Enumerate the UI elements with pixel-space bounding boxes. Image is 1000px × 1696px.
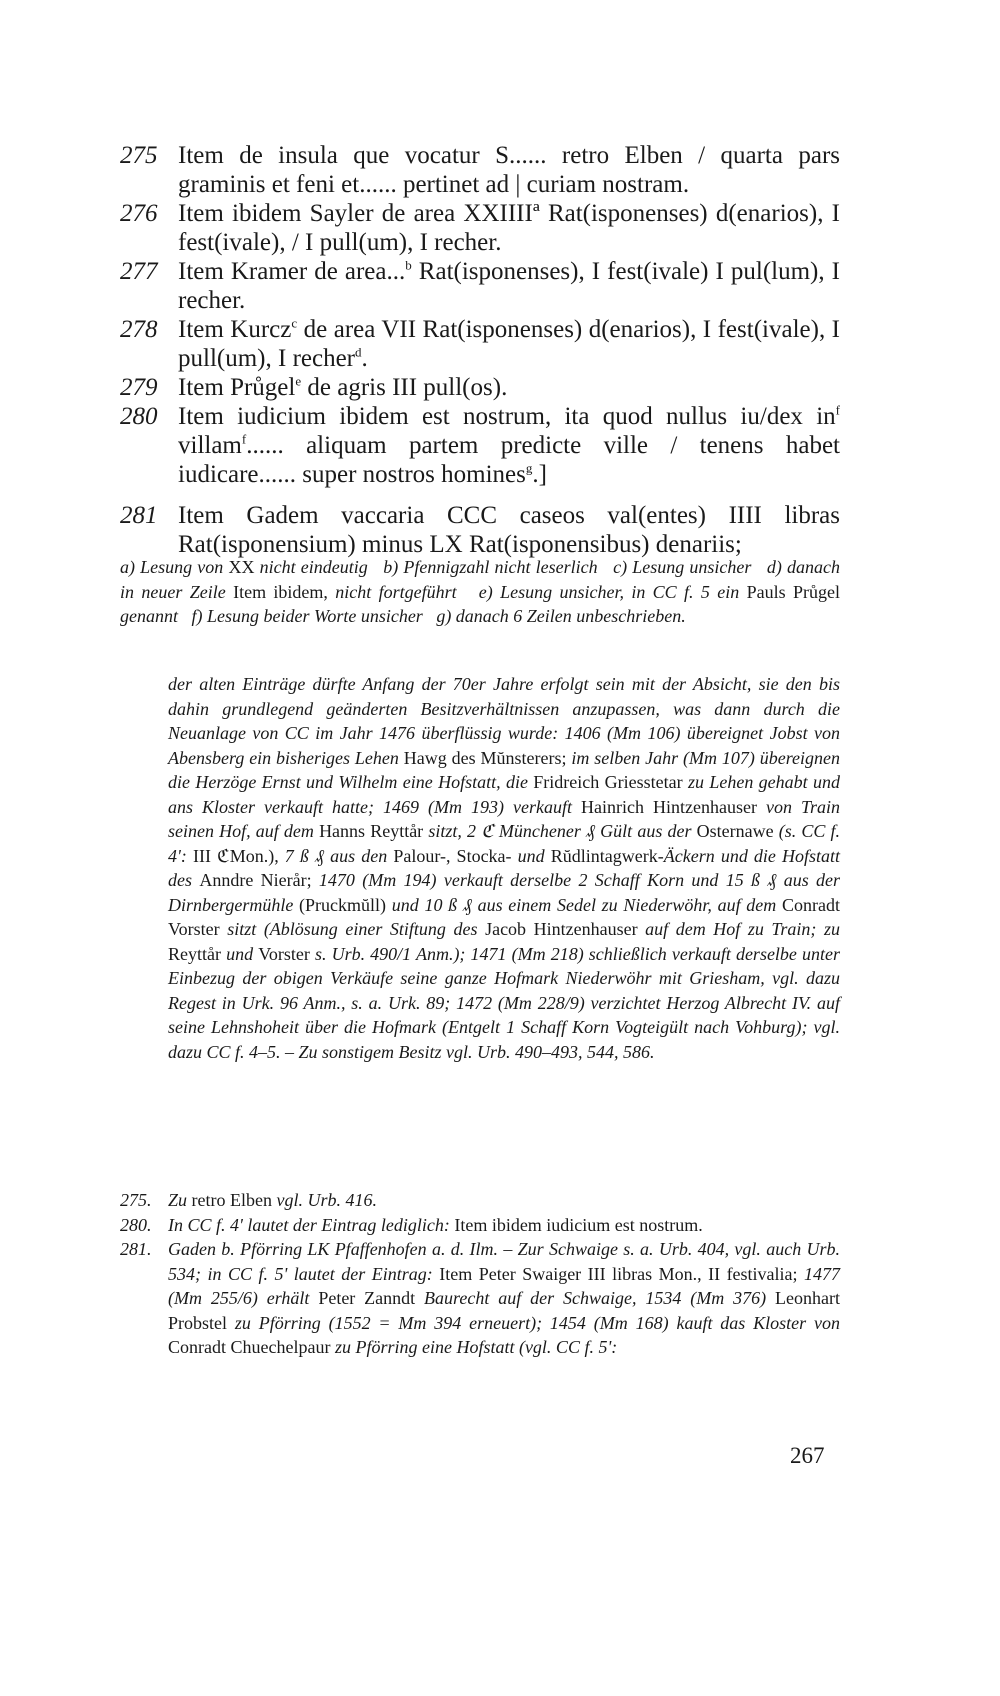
note-280	[120, 1213, 840, 1238]
entry-text: Item ibidem Sayler de area XXIIIIª Rat(isponenses) d(enarios), I fest(ivale), / I pull(um), I recher.	[178, 200, 840, 256]
entry-text: de agris III pull(os).	[301, 374, 508, 401]
apparatus-f: f) Lesung beider Worte unsicher	[191, 606, 423, 626]
entry-number: 277	[120, 258, 158, 285]
note-text: Gaden b. Pförring LK Pfaffenhofen a. d. Ilm. – Zur Schwaige s. a. Urb. 404, vgl. auch Urb. 534; in CC f. 5' lautet der Eintrag:	[168, 1239, 840, 1284]
commentary-text: 1470 (Mm 194) verkauft derselbe 2 Schaff Korn und 15 ß ₰ aus der Dirnbergermühle	[168, 870, 841, 915]
footnote-mark: g	[525, 460, 533, 476]
commentary-text: sitzt (Ablösung einer Stiftung des	[219, 919, 478, 939]
entry-text: Item Kurcz	[178, 316, 292, 343]
commentary-text: der alten Einträge dürfte Anfang der 70er Jahre erfolgt sein mit der Absicht, sie den bis dahin grundlegend geänderten Besitzverhältnissen anzupassen, was dann durch die Neuanlage von CC im Jahr 1476 überflüssig wurde: 1406 (Mm 106) übereignet Jobst von Abensberg ein bisheriges Lehen	[168, 674, 840, 768]
commentary-paragraph	[168, 672, 840, 1064]
entry-275	[120, 141, 840, 199]
entry-text: Item Průgel	[178, 374, 296, 401]
source-name: Conradt Chuechelpaur	[168, 1337, 331, 1357]
source-name: Hanns Reyttår	[319, 821, 424, 841]
source-name: Peter Zanndt	[318, 1288, 416, 1308]
source-name: Conradt Vorster	[168, 894, 841, 939]
footnote-mark: e	[295, 373, 302, 389]
source-name: III ℭMon.),	[192, 845, 279, 866]
footnote-mark: b	[405, 257, 412, 273]
critical-apparatus	[120, 555, 840, 629]
page-number: 267	[790, 1443, 825, 1468]
entry-number: 281	[120, 502, 158, 529]
note-281	[120, 1237, 840, 1360]
apparatus-e: e) Lesung unsicher, in CC f. 5 ein	[478, 581, 740, 602]
note-number: 280.	[120, 1214, 152, 1235]
commentary-text: Äckern und die Hofstatt des	[168, 845, 841, 890]
entry-text: ...... aliquam partem predicte ville / tenens habet iudicare...... super nostros homines	[178, 432, 840, 488]
commentary-text: s. Urb. 490/1 Anm.); 1471 (Mm 218) schließlich verkauft derselbe unter Einbezug der obigen Verkäufe seine ganze Hofmark Niederwöhr mit Griesham, vgl. dazu Regest in Urk. 96 Anm., s. a. Urk. 89; 1472 (Mm 228/9) verzichtet Herzog Albrecht IV. auf seine Lehnshoheit über die Hofmark (Entgelt 1 Schaff Korn Vogteigült nach Vohburg); vgl. dazu CC f. 4–5. – Zu sonstigem Besitz vgl. Urb. 490–493, 544, 586.	[168, 943, 841, 1062]
entry-281	[120, 501, 840, 559]
apparatus-a: a) Lesung von	[120, 557, 224, 577]
note-number: 275.	[120, 1190, 152, 1210]
source-name: Hawg des Mŭnsterers;	[403, 747, 567, 768]
entry-text: Item Kramer de area...	[178, 258, 406, 285]
entry-278	[120, 315, 840, 373]
commentary-text: und	[511, 845, 545, 866]
source-name: Fridreich Griesstetar	[533, 772, 683, 792]
entry-number: 275	[120, 142, 158, 169]
source-name: Rŭdlintagwerk-	[550, 845, 664, 866]
source-name: retro Elben	[191, 1190, 272, 1210]
source-name: Reyttår	[168, 943, 221, 964]
commentary-text: sitzt, 2 ℭ Münchener ₰ Gült aus der	[423, 821, 692, 841]
commentary-text: zu Lehen gehabt und ans Kloster verkauft hatte; 1469 (Mm 193) verkauft	[168, 772, 841, 817]
note-text: In CC f. 4' lautet der Eintrag lediglich:	[168, 1214, 450, 1235]
entry-text: Item de insula que vocatur S...... retro Elben / quarta pars graminis et feni et...... pertinet ad | curiam nostram.	[178, 142, 840, 198]
footnote-mark: c	[291, 315, 298, 331]
entry-277	[120, 257, 840, 315]
apparatus-g: g) danach 6 Zeilen unbeschrieben.	[436, 606, 686, 626]
note-text: 1477 (Mm 255/6) erhält	[168, 1263, 841, 1308]
apparatus-d-value: Item ibidem,	[233, 581, 328, 602]
footnote-mark: f	[835, 402, 840, 418]
apparatus-d-rest: nicht fortgeführt	[335, 581, 457, 602]
entry-text: Rat(isponenses), I fest(ivale) I pul(lum), I recher.	[178, 258, 840, 314]
source-name: Item ibidem iudicium est nostrum.	[454, 1214, 703, 1235]
apparatus-b: b) Pfennigzahl nicht leserlich	[383, 557, 598, 577]
entry-276	[120, 199, 840, 257]
commentary-notes	[120, 1188, 840, 1360]
apparatus-d: d) danach in neuer Zeile	[120, 557, 841, 602]
source-name: Anndre Nierår;	[199, 870, 312, 890]
entry-text: de area VII Rat(isponenses) d(enarios), I fest(ivale), I pull(um), I recher	[178, 316, 840, 372]
commentary-text: auf dem Hof zu Train; zu	[637, 919, 840, 939]
note-text: Zu	[168, 1190, 188, 1210]
commentary-text: und	[220, 943, 254, 964]
source-name: Osternawe	[696, 821, 774, 841]
entry-text: Item iudicium ibidem est nostrum, ita quod nullus iu/dex in	[178, 403, 836, 430]
entry-number: 280	[120, 403, 158, 430]
commentary-text: (s. CC f. 4':	[168, 821, 841, 866]
source-name: (Pruckmŭll)	[299, 894, 387, 915]
note-text: zu Pförring eine Hofstatt (vgl. CC f. 5':	[330, 1337, 618, 1357]
source-name: Leonhart Probstel	[168, 1288, 840, 1333]
note-text: vgl. Urb. 416.	[271, 1190, 377, 1210]
source-name: Jacob Hintzenhauser	[485, 919, 638, 939]
entry-number: 278	[120, 316, 158, 343]
urbar-entries	[120, 141, 840, 559]
commentary-text: und 10 ß ₰ aus einem Sedel zu Niederwöhr, auf dem	[386, 894, 777, 915]
commentary-text: von Train seinen Hof, auf dem	[168, 796, 841, 841]
note-text: zu Pförring (1552 = Mm 394 erneuert); 1454 (Mm 168) kauft das Kloster von	[227, 1312, 840, 1333]
source-name: Item Peter Swaiger III libras Mon., II festivalia;	[439, 1263, 798, 1284]
commentary-text: 7 ß ₰ aus den	[278, 845, 388, 866]
apparatus-e-value: Pauls Průgel	[746, 581, 841, 602]
entry-text: .	[361, 345, 368, 372]
apparatus-a-rest: nicht eindeutig	[259, 557, 368, 577]
footnote-mark: d	[355, 344, 362, 360]
apparatus-e-rest: genannt	[120, 606, 178, 626]
entry-text: .]	[532, 461, 547, 488]
entry-number: 279	[120, 374, 158, 401]
entry-text: villam	[178, 432, 242, 459]
commentary-text: im selben Jahr (Mm 107) übereignen die Herzöge Ernst und Wilhelm eine Hofstatt, die	[168, 747, 841, 792]
footnote-mark: f	[241, 431, 247, 447]
entry-number: 276	[120, 200, 158, 227]
apparatus-c: c) Lesung unsicher	[613, 557, 752, 577]
note-text: Baurecht auf der Schwaige, 1534 (Mm 376)	[415, 1288, 767, 1308]
note-number: 281.	[120, 1239, 152, 1259]
entry-280	[120, 402, 840, 489]
source-name: Vorster	[258, 943, 310, 964]
source-name: Palour-, Stocka-	[393, 845, 512, 866]
entry-text: Item Gadem vaccaria CCC caseos val(entes) IIII libras Rat(isponensium) minus LX Rat(isponensibus) denariis;	[178, 502, 840, 558]
entry-279	[120, 373, 840, 402]
apparatus-a-value: XX	[228, 557, 255, 577]
source-name: Hainrich Hintzenhauser	[581, 796, 757, 817]
note-275	[120, 1188, 840, 1213]
